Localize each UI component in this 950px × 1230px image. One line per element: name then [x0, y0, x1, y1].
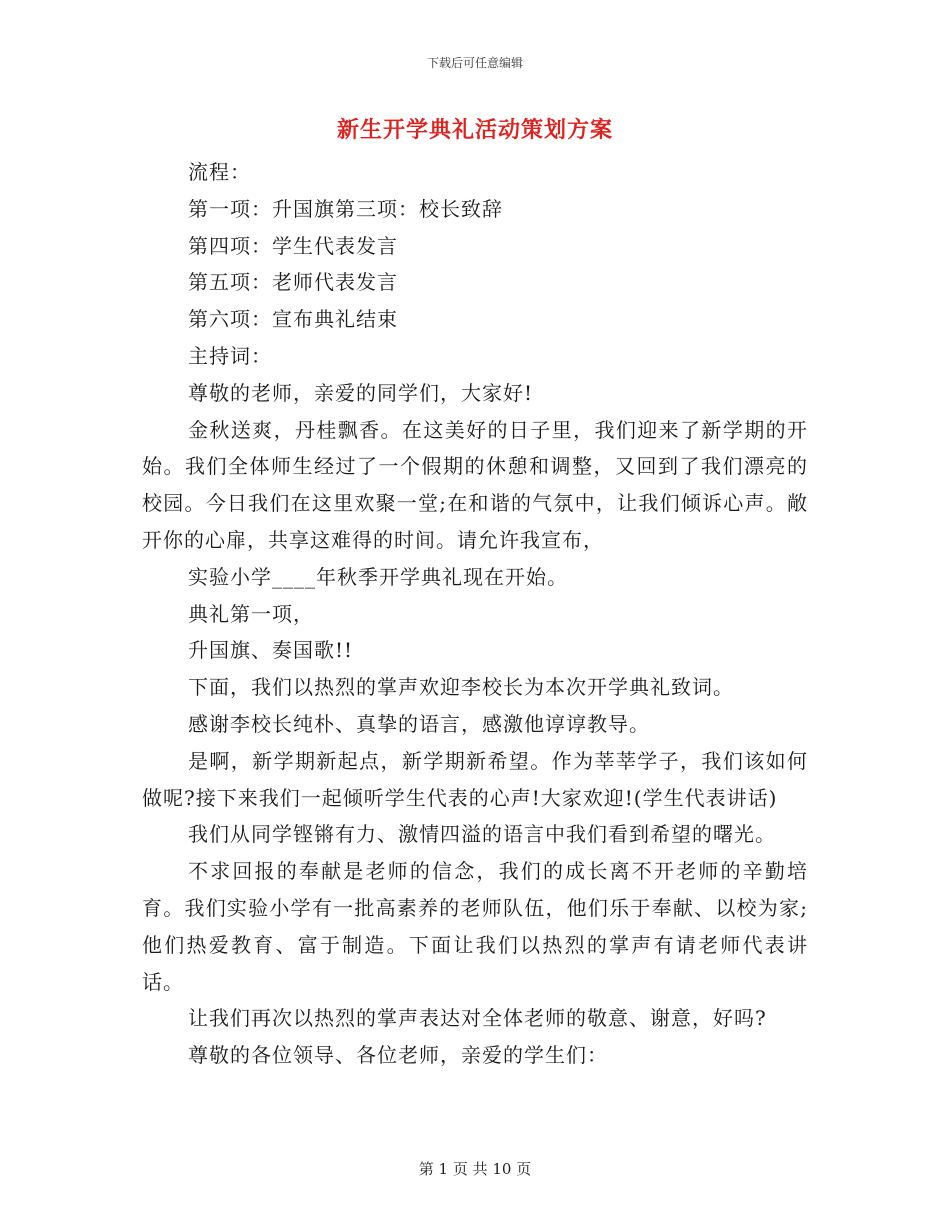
- paragraph: 是啊，新学期新起点，新学期新希望。作为莘莘学子，我们该如何做呢?接下来我们一起倾听学生代表的心声!大家欢迎!(学生代表讲话): [142, 748, 808, 810]
- paragraph: 流程：: [188, 160, 251, 184]
- paragraph: 我们从同学铿锵有力、激情四溢的语言中我们看到希望的曙光。: [188, 822, 776, 847]
- paragraph: 第一项：升国旗第三项：校长致辞: [188, 196, 503, 221]
- paragraph: 不求回报的奉献是老师的信念，我们的成长离不开老师的辛勤培育。我们实验小学有一批高素养的老师队伍，他们乐于奉献、以校为家;他们热爱教育、富于制造。下面让我们以热烈的掌声有请老师代表讲话。: [142, 859, 808, 994]
- paragraph: 尊敬的老师，亲爱的同学们，大家好!: [188, 380, 534, 405]
- paragraph: 感谢李校长纯朴、真挚的语言，感激他谆谆教导。: [188, 711, 650, 736]
- paragraph: 第四项：学生代表发言: [188, 233, 398, 258]
- paragraph: 让我们再次以热烈的掌声表达对全体老师的敬意、谢意，好吗?: [188, 1006, 767, 1031]
- paragraph: 尊敬的各位领导、各位老师，亲爱的学生们：: [188, 1043, 608, 1068]
- paragraph: 实验小学____年秋季开学典礼现在开始。: [188, 564, 568, 589]
- paragraph: 第六项：宣布典礼结束: [188, 307, 398, 332]
- paragraph: 下面，我们以热烈的掌声欢迎李校长为本次开学典礼致词。: [188, 675, 734, 700]
- paragraph: 典礼第一项，: [188, 601, 314, 626]
- paragraph: 主持词：: [188, 343, 272, 368]
- page-indicator: 第 1 页 共 10 页: [418, 1160, 532, 1178]
- document-title: 新生开学典礼活动策划方案: [336, 117, 613, 143]
- paragraph: 升国旗、奏国歌!!: [188, 638, 354, 663]
- paragraph: 金秋送爽，丹桂飘香。在这美好的日子里，我们迎来了新学期的开始。我们全体师生经过了一个假期的休憩和调整，又回到了我们漂亮的校园。今日我们在这里欢聚一堂;在和谐的气氛中，让我们倾诉心声。敞开你的心扉，共享这难得的时间。请允许我宣布，: [142, 417, 808, 552]
- header-note: 下载后可任意编辑: [426, 56, 523, 70]
- paragraph: 第五项：老师代表发言: [188, 270, 398, 295]
- document-body: [142, 154, 808, 1074]
